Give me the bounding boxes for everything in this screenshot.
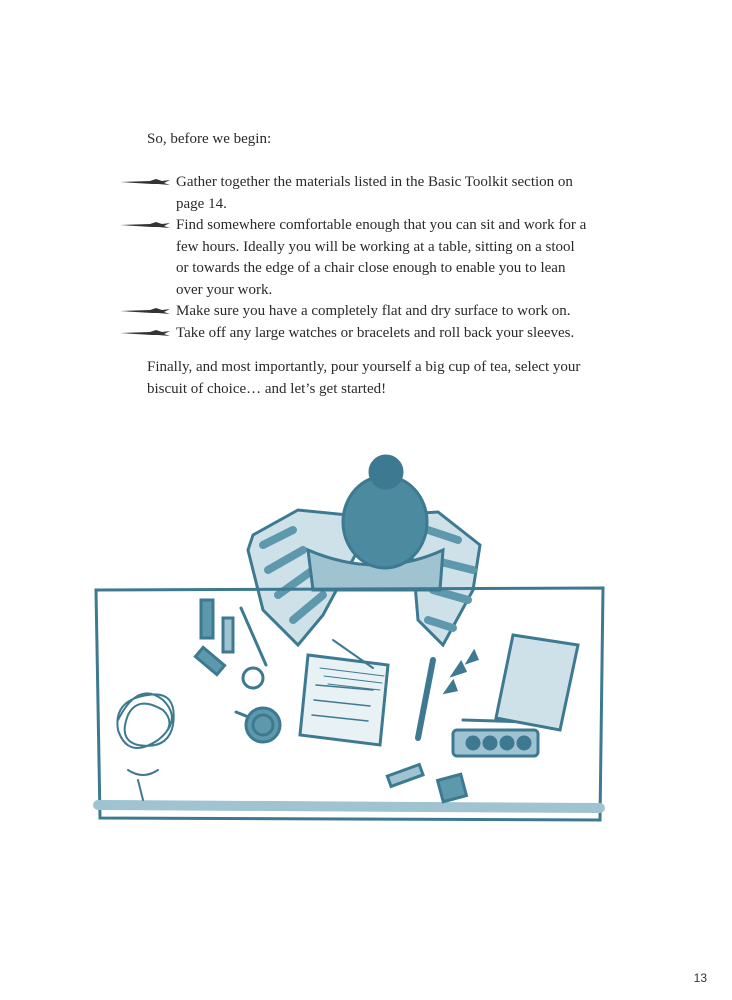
brush-bullet-icon: [118, 304, 174, 318]
closing-text: Finally, and most importantly, pour yourself a big cup of tea, select your biscuit of choice… and let’s get started!: [147, 359, 581, 397]
list-item: [118, 172, 588, 215]
brush-bullet-icon: [118, 175, 174, 189]
brush-bullet-icon: [118, 218, 174, 232]
list-item: [118, 215, 588, 301]
page-number: 13: [693, 971, 707, 985]
desk-illustration-icon: [88, 440, 618, 840]
intro-text: So, before we begin:: [147, 131, 272, 147]
list-item: [118, 301, 588, 323]
step-text: Gather together the materials listed in the Basic Toolkit section on page 14.: [176, 174, 573, 212]
list-item: [118, 323, 588, 345]
brush-bullet-icon: [118, 326, 174, 340]
step-text: Take off any large watches or bracelets and roll back your sleeves.: [176, 324, 575, 341]
step-text: Find somewhere comfortable enough that you can sit and work for a few hours. Ideally you will be working at a table, sitting on a stool or towards the edge of a chair close enough to enable you to lean over your work.: [176, 217, 587, 298]
steps-list: [118, 172, 588, 344]
step-text: Make sure you have a completely flat and dry surface to work on.: [176, 303, 571, 319]
